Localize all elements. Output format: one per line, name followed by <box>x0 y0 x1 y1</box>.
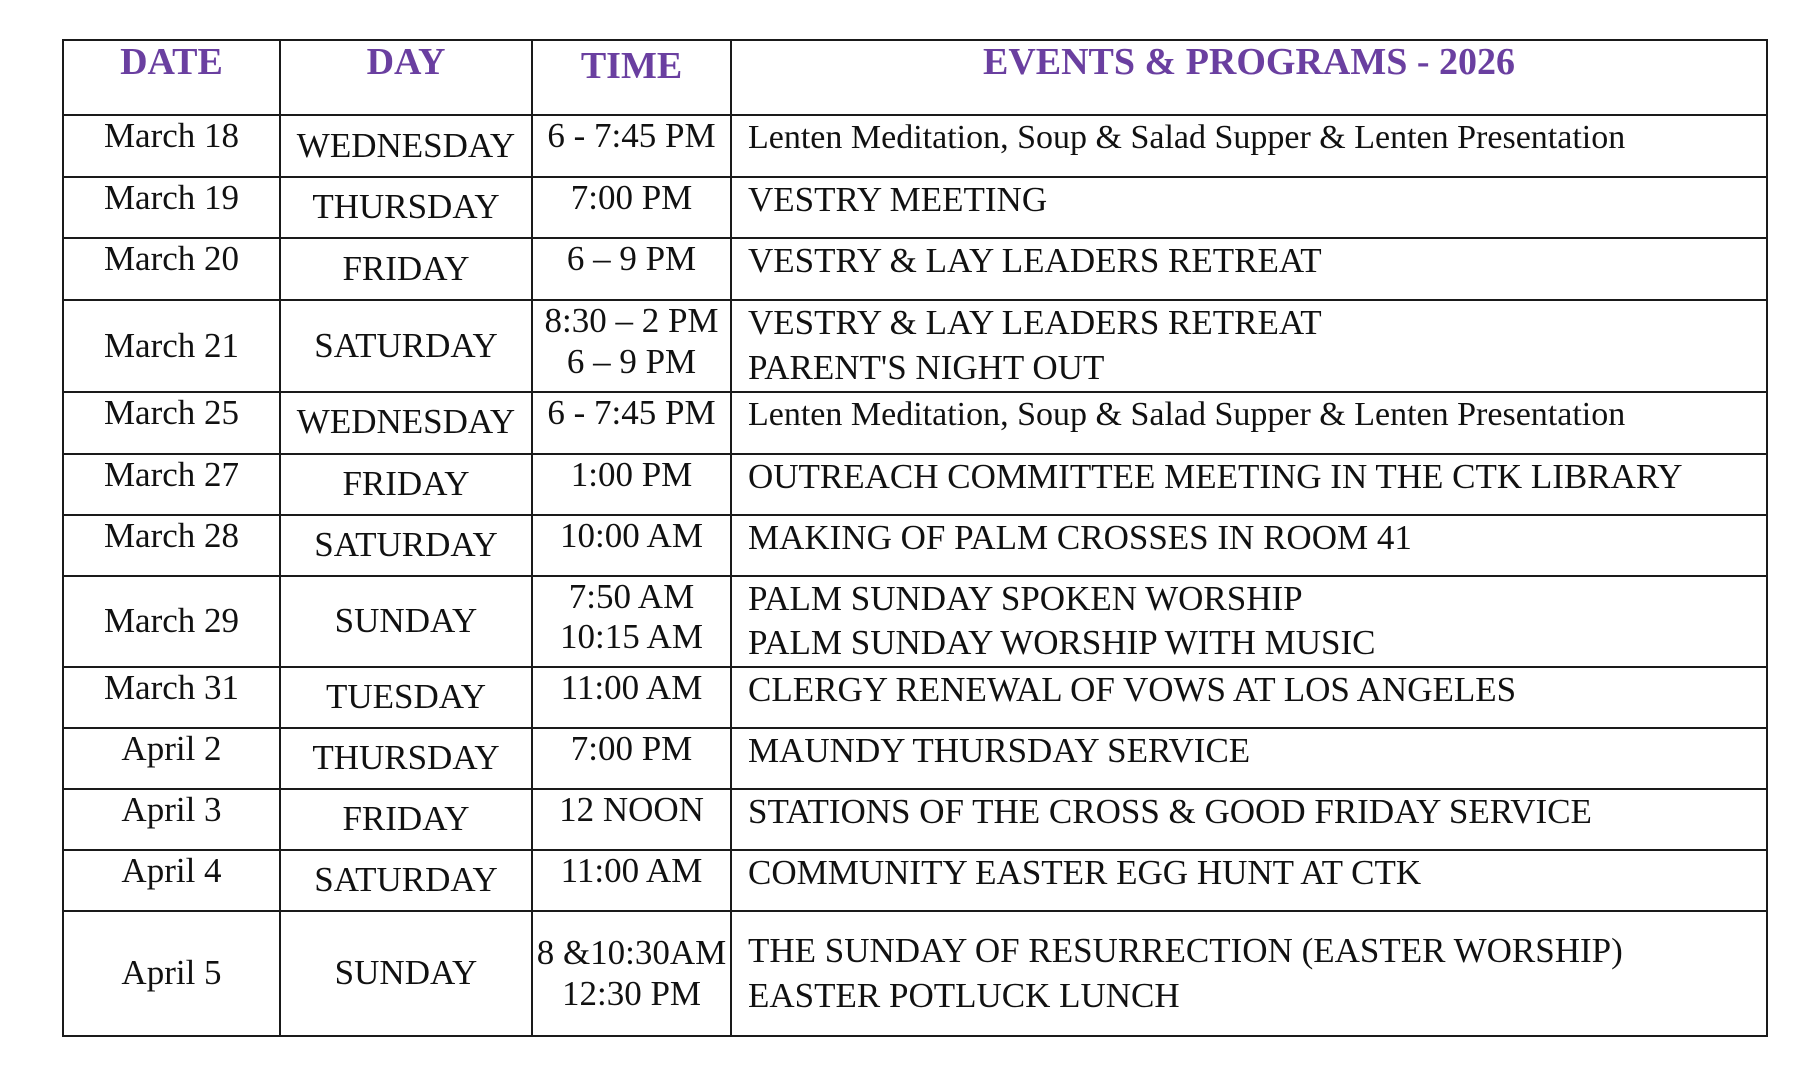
date-cell: April 2 <box>63 728 280 789</box>
day-cell: SATURDAY <box>280 300 532 392</box>
time-line: 11:00 AM <box>560 668 703 708</box>
time-line: 7:00 PM <box>570 729 693 769</box>
event-cell <box>731 850 1767 911</box>
table-row <box>63 515 1767 576</box>
time-cell <box>532 177 731 238</box>
time-line: 12 NOON <box>559 790 704 830</box>
event-line: VESTRY & LAY LEADERS RETREAT <box>748 241 1322 280</box>
event-cell <box>731 576 1767 668</box>
event-line: MAUNDY THURSDAY SERVICE <box>748 731 1251 771</box>
event-line: VESTRY & LAY LEADERS RETREAT <box>748 303 1322 342</box>
time-column-header: TIME <box>532 40 731 115</box>
day-cell: FRIDAY <box>280 454 532 515</box>
time-line: 10:15 AM <box>560 617 703 657</box>
time-cell <box>532 115 731 177</box>
event-cell <box>731 667 1767 728</box>
day-cell: WEDNESDAY <box>280 115 532 177</box>
day-cell: SATURDAY <box>280 850 532 911</box>
event-line: PARENT'S NIGHT OUT <box>748 347 1105 387</box>
date-cell: March 28 <box>63 515 280 576</box>
time-cell <box>532 728 731 789</box>
time-line: 6 - 7:45 PM <box>547 392 716 432</box>
time-cell <box>532 238 731 300</box>
time-cell <box>532 789 731 850</box>
event-line: THE SUNDAY OF RESURRECTION (EASTER WORSHIP) <box>748 930 1623 970</box>
time-line: 6 – 9 PM <box>566 341 697 381</box>
date-cell: April 5 <box>63 911 280 1036</box>
date-cell: March 31 <box>63 667 280 728</box>
date-column-header: DATE <box>63 40 280 115</box>
event-cell <box>731 515 1767 576</box>
table-row <box>63 789 1767 850</box>
day-cell: THURSDAY <box>280 728 532 789</box>
time-line: 12:30 PM <box>561 973 702 1013</box>
event-line: PALM SUNDAY SPOKEN WORSHIP <box>748 578 1303 618</box>
time-cell <box>532 515 731 576</box>
time-cell <box>532 300 731 392</box>
event-cell <box>731 454 1767 515</box>
date-cell: April 3 <box>63 789 280 850</box>
table-row <box>63 911 1767 1036</box>
day-cell: TUESDAY <box>280 667 532 728</box>
event-line: Lenten Meditation, Soup & Salad Supper & Lenten Presentation <box>748 119 1626 156</box>
event-line: OUTREACH COMMITTEE MEETING IN THE CTK LIBRARY <box>748 456 1683 496</box>
date-cell: April 4 <box>63 850 280 911</box>
table-row <box>63 576 1767 668</box>
day-cell: SUNDAY <box>280 911 532 1036</box>
date-cell: March 18 <box>63 115 280 177</box>
time-cell <box>532 576 731 668</box>
time-line: 8 &10:30AM <box>536 933 727 973</box>
event-line: STATIONS OF THE CROSS & GOOD FRIDAY SERVICE <box>748 792 1592 832</box>
date-cell: March 29 <box>63 576 280 668</box>
table-row <box>63 115 1767 177</box>
table-row <box>63 392 1767 454</box>
events-column-header: EVENTS & PROGRAMS - 2026 <box>731 40 1767 115</box>
date-cell: March 27 <box>63 454 280 515</box>
event-line: Lenten Meditation, Soup & Salad Supper & Lenten Presentation <box>748 395 1626 433</box>
event-cell <box>731 177 1767 238</box>
time-line: 11:00 AM <box>560 851 703 891</box>
day-cell: FRIDAY <box>280 238 532 300</box>
table-row <box>63 850 1767 911</box>
date-cell: March 21 <box>63 300 280 392</box>
event-line: CLERGY RENEWAL OF VOWS AT LOS ANGELES <box>748 670 1517 710</box>
day-column-header: DAY <box>280 40 532 115</box>
table-row <box>63 238 1767 300</box>
time-line: 6 – 9 PM <box>566 239 697 278</box>
date-cell: March 25 <box>63 392 280 454</box>
table-row <box>63 667 1767 728</box>
event-cell <box>731 115 1767 177</box>
events-schedule-table <box>62 39 1768 1037</box>
time-line: 8:30 – 2 PM <box>544 301 719 340</box>
day-cell: THURSDAY <box>280 177 532 238</box>
event-line: VESTRY MEETING <box>748 180 1048 219</box>
event-cell <box>731 789 1767 850</box>
table-row <box>63 177 1767 238</box>
event-cell <box>731 728 1767 789</box>
day-cell: FRIDAY <box>280 789 532 850</box>
header-row <box>63 40 1767 115</box>
event-line: EASTER POTLUCK LUNCH <box>748 975 1180 1015</box>
event-cell <box>731 911 1767 1036</box>
time-line: 1:00 PM <box>570 454 693 494</box>
event-line: PALM SUNDAY WORSHIP WITH MUSIC <box>748 623 1376 663</box>
day-cell: SUNDAY <box>280 576 532 668</box>
day-cell: SATURDAY <box>280 515 532 576</box>
event-cell <box>731 300 1767 392</box>
time-cell <box>532 850 731 911</box>
table-body <box>63 115 1767 1036</box>
day-cell: WEDNESDAY <box>280 392 532 454</box>
time-line: 7:00 PM <box>570 178 693 217</box>
date-cell: March 19 <box>63 177 280 238</box>
time-line: 6 - 7:45 PM <box>547 116 716 155</box>
time-cell <box>532 454 731 515</box>
table-row <box>63 728 1767 789</box>
table-row <box>63 300 1767 392</box>
time-cell <box>532 911 731 1036</box>
event-line: COMMUNITY EASTER EGG HUNT AT CTK <box>748 853 1422 893</box>
table-row <box>63 454 1767 515</box>
event-cell <box>731 238 1767 300</box>
time-line: 7:50 AM <box>568 576 695 616</box>
event-line: MAKING OF PALM CROSSES IN ROOM 41 <box>748 517 1412 557</box>
event-cell <box>731 392 1767 454</box>
date-cell: March 20 <box>63 238 280 300</box>
time-cell <box>532 392 731 454</box>
time-line: 10:00 AM <box>560 515 703 555</box>
time-cell <box>532 667 731 728</box>
